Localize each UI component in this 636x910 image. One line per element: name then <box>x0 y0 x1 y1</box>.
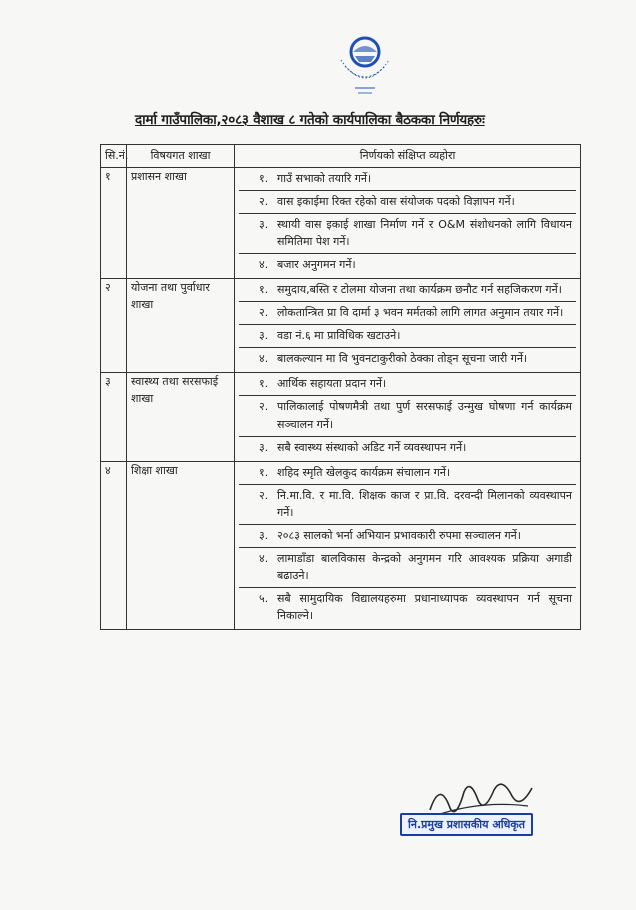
decision-text: सबै सामुदायिक विद्यालयहरुमा प्रधानाध्यापक व्यवस्थापन गर्न सूचना निकाल्ने। <box>277 591 572 622</box>
decision-number: १. <box>259 465 269 479</box>
decision-number: ३. <box>259 329 269 343</box>
decision-item <box>239 373 576 396</box>
decision-number: ४. <box>259 258 269 272</box>
decision-number: २. <box>259 195 269 209</box>
decision-number: ३. <box>259 528 269 542</box>
decision-text: स्थायी वास इकाई शाखा निर्माण गर्ने र O&M संशोधनको लागि विधायन समितिमा पेश गर्ने। <box>277 218 572 249</box>
header-serial-number: सि.नं. <box>101 145 127 168</box>
decision-text: २०८३ सालको भर्ना अभियान प्रभावकारी रुपमा सञ्चालन गर्ने। <box>277 528 521 542</box>
row-serial-number: ३ <box>101 373 127 461</box>
row-branch: प्रशासन शाखा <box>127 168 235 279</box>
header-decision-detail: निर्णयको संक्षिप्त व्यहोरा <box>235 145 581 168</box>
decision-number: ३. <box>259 440 269 454</box>
decision-item <box>239 254 576 276</box>
table-row <box>101 168 581 279</box>
table-header-row <box>101 145 581 168</box>
decision-item <box>239 437 576 459</box>
official-stamp: नि.प्रमुख प्रशासकीय अधिकृत <box>400 813 533 836</box>
row-serial-number: ४ <box>101 461 127 629</box>
decision-item <box>239 168 576 191</box>
table-row <box>101 279 581 373</box>
decision-item <box>239 348 576 370</box>
decision-number: १. <box>259 172 269 185</box>
decision-text: आर्थिक सहायता प्रदान गर्ने। <box>277 377 387 391</box>
decision-number: २. <box>259 306 269 320</box>
row-decisions <box>235 461 581 629</box>
decisions-table <box>100 144 581 630</box>
document-title: दार्मा गाउँपालिका,२०८३ वैशाख ८ गतेको कार्यपालिका बैठकका निर्णयहरुः <box>135 112 485 128</box>
decision-number: १. <box>259 283 269 297</box>
decision-text: वडा नं.६ मा प्राविधिक खटाउने। <box>277 329 401 343</box>
decision-text: बालकल्यान मा वि भुवनटाकुरीको ठेक्का तोड्न सूचना जारी गर्ने। <box>277 352 528 366</box>
decision-text: लामाडाँडा बालविकास केन्द्रको अनुगमन गरि आवश्यक प्रक्रिया अगाडी बढाउने। <box>277 551 572 582</box>
decision-item <box>239 462 576 485</box>
municipality-seal-logo <box>325 26 405 102</box>
decision-item <box>239 279 576 302</box>
row-branch: शिक्षा शाखा <box>127 461 235 629</box>
decision-item <box>239 548 576 588</box>
row-branch: स्वास्थ्य तथा सरसफाई शाखा <box>127 373 235 461</box>
row-decisions <box>235 168 581 279</box>
decision-text: सबै स्वास्थ्य संस्थाको अडिट गर्ने व्यवस्थापन गर्ने। <box>277 440 467 454</box>
decision-text: शहिद स्मृति खेलकुद कार्यक्रम संचालान गर्ने। <box>277 465 451 479</box>
decision-item <box>239 214 576 254</box>
decision-text: नि.मा.वि. र मा.वि. शिक्षक काज र प्रा.वि. दरवन्दी मिलानको व्यवस्थापन गर्ने। <box>277 488 572 519</box>
decision-number: १. <box>259 377 269 391</box>
decision-item <box>239 485 576 525</box>
table-row <box>101 461 581 629</box>
row-decisions <box>235 373 581 461</box>
row-serial-number: १ <box>101 168 127 279</box>
row-serial-number: २ <box>101 279 127 373</box>
row-decisions <box>235 279 581 373</box>
decision-text: बजार अनुगमन गर्ने। <box>277 258 356 272</box>
decision-text: समुदाय,बस्ति र टोलमा योजना तथा कार्यक्रम छनौट गर्न सहजिकरण गर्ने। <box>277 283 562 297</box>
decision-number: ४. <box>259 551 269 565</box>
table-row <box>101 373 581 461</box>
decision-item <box>239 191 576 214</box>
decision-number: २. <box>259 488 269 502</box>
decision-number: ४. <box>259 352 269 366</box>
decision-text: वास इकाईमा रिक्त रहेको वास संयोजक पदको विज्ञापन गर्ने। <box>277 195 515 209</box>
decision-number: ३. <box>259 218 269 232</box>
decision-item <box>239 588 576 627</box>
decision-text: गाउँ सभाको तयारि गर्ने। <box>277 172 372 185</box>
decision-item <box>239 396 576 436</box>
decision-item <box>239 525 576 548</box>
row-branch: योजना तथा पुर्वाधार शाखा <box>127 279 235 373</box>
decision-number: ५. <box>259 591 269 605</box>
header-branch: विषयगत शाखा <box>127 145 235 168</box>
decision-text: लोकतान्त्रित प्रा वि दार्मा ३ भवन मर्मतको लागि लागत अनुमान तयार गर्ने। <box>277 306 564 320</box>
decision-item <box>239 302 576 325</box>
decision-number: २. <box>259 400 269 414</box>
decision-item <box>239 325 576 348</box>
decision-text: पालिकालाई पोषणमैत्री तथा पुर्ण सरसफाई उन्मुख घोषणा गर्न कार्यक्रम सञ्चालन गर्ने। <box>277 400 572 431</box>
